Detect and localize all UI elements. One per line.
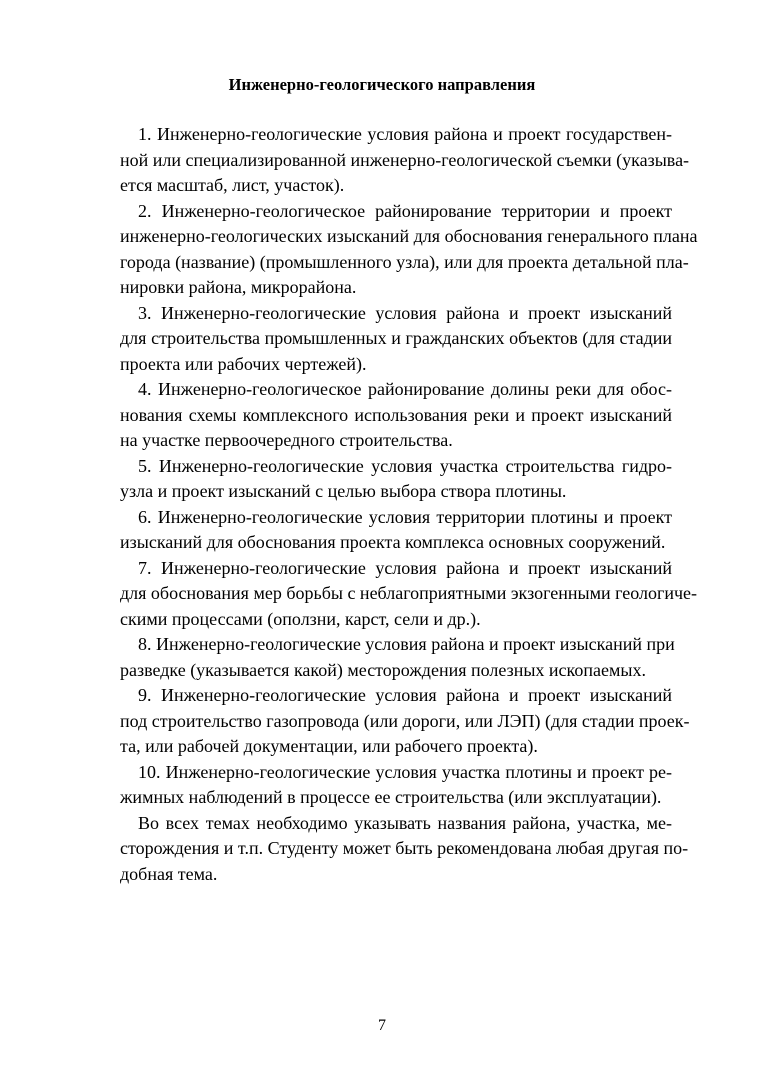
- text-line: добная тема.: [120, 863, 218, 884]
- paragraph: [120, 122, 690, 199]
- text-line: на участке первоочередного строительства.: [120, 430, 453, 450]
- text-line: 7. Инженерно-геологические условия района и проект изысканий: [138, 557, 672, 578]
- paragraph: [120, 811, 689, 888]
- text-line: 9. Инженерно-геологические условия района и проект изысканий: [138, 685, 672, 705]
- text-line: 2. Инженерно-геологическое районирование территории и проект: [138, 200, 672, 221]
- paragraph: [120, 505, 672, 556]
- text-line: разведке (указывается какой) месторождения полезных ископаемых.: [120, 659, 646, 680]
- document-body: [120, 122, 698, 887]
- text-line: ется масштаб, лист, участок).: [120, 175, 345, 195]
- text-line: та, или рабочей документации, или рабочего проекта).: [120, 736, 538, 756]
- text-line: изысканий для обоснования проекта комплекса основных сооружений.: [120, 532, 666, 552]
- text-line: нировки района, микрорайона.: [120, 277, 357, 297]
- text-line: Во всех темах необходимо указывать названия района, участка, ме-: [138, 812, 672, 833]
- text-line: инженерно-геологических изысканий для обоснования генерального плана: [120, 226, 698, 246]
- text-line: под строительство газопровода (или дороги, или ЛЭП) (для стадии проек-: [120, 710, 690, 731]
- paragraph: [120, 760, 672, 811]
- text-line: города (название) (промышленного узла), или для проекта детальной пла-: [120, 251, 689, 272]
- text-line: 8. Инженерно-геологические условия района и проект изысканий при: [138, 634, 675, 654]
- text-line: узла и проект изысканий с целью выбора створа плотины.: [120, 481, 567, 501]
- paragraph: [120, 199, 698, 301]
- section-title: Инженерно-геологического направления: [228, 75, 536, 94]
- text-line: 1. Инженерно-геологические условия района и проект государствен-: [138, 124, 672, 144]
- text-line: ной или специализированной инженерно-геологической съемки (указыва-: [120, 149, 690, 170]
- text-line: 4. Инженерно-геологическое районирование долины реки для обос-: [138, 379, 672, 399]
- text-line: 5. Инженерно-геологические условия участка строительства гидро-: [138, 455, 672, 476]
- page-number: 7: [378, 1017, 386, 1034]
- text-line: скими процессами (оползни, карст, сели и др.).: [120, 608, 481, 629]
- text-line: 10. Инженерно-геологические условия участка плотины и проект ре-: [138, 761, 672, 782]
- text-line: для строительства промышленных и гражданских объектов (для стадии: [120, 328, 672, 348]
- text-line: сторождения и т.п. Студенту может быть рекомендована любая другая по-: [120, 838, 689, 858]
- paragraph: [120, 556, 698, 633]
- text-line: жимных наблюдений в процессе ее строительства (или эксплуатации).: [120, 787, 662, 807]
- paragraph: [120, 683, 690, 760]
- paragraph: [120, 377, 672, 454]
- text-line: 6. Инженерно-геологические условия территории плотины и проект: [138, 506, 672, 527]
- text-line: нования схемы комплексного использования реки и проект изысканий: [120, 404, 672, 425]
- paragraph: [120, 301, 672, 378]
- text-line: 3. Инженерно-геологические условия района и проект изысканий: [138, 302, 672, 323]
- paragraph: [120, 632, 675, 683]
- paragraph: [120, 454, 672, 505]
- text-line: проекта или рабочих чертежей).: [120, 353, 367, 374]
- text-line: для обоснования мер борьбы с неблагоприятными экзогенными геологиче-: [120, 583, 698, 603]
